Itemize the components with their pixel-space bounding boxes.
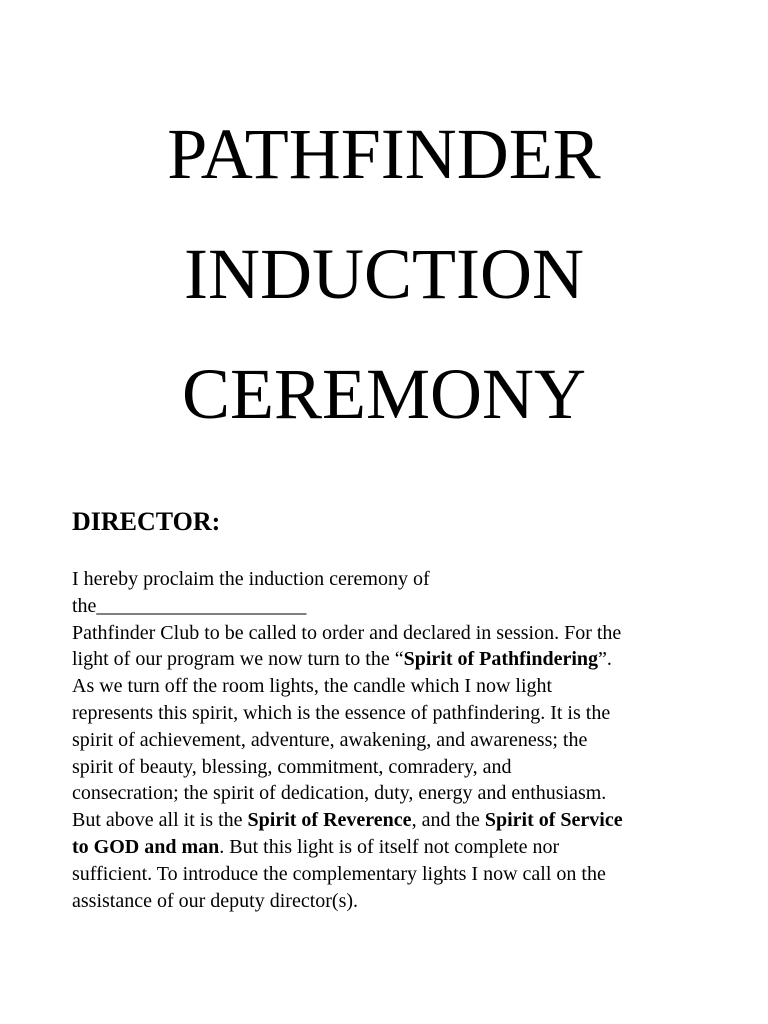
text-run: But above all it is the [72, 809, 248, 832]
paragraph-line: Pathfinder Club to be called to order and declared in session. For the [72, 621, 622, 644]
text-run: , and the [411, 809, 485, 832]
god-and-man-bold: to GOD and man [72, 835, 220, 858]
spirit-of-pathfindering-bold: Spirit of Pathfindering [403, 648, 599, 671]
paragraph-line: As we turn off the room lights, the candle which I now light [72, 675, 553, 698]
speaker-heading: DIRECTOR: [72, 507, 221, 536]
text-run: light of our program we now turn to the “ [72, 648, 404, 671]
proclamation-paragraph [72, 566, 712, 914]
title-line-1: PATHFINDER [167, 114, 601, 194]
paragraph-line [72, 834, 712, 861]
text-run: ”. [598, 648, 612, 671]
text-run: . But this light is of itself not complete nor [219, 835, 560, 858]
paragraph-line [72, 807, 712, 834]
paragraph-line: spirit of achievement, adventure, awakening, and awareness; the [72, 728, 588, 751]
spirit-of-service-bold: Spirit of Service [484, 809, 623, 832]
paragraph-line: consecration; the spirit of dedication, duty, energy and enthusiasm. [72, 782, 607, 805]
paragraph-line: represents this spirit, which is the essence of pathfindering. It is the [72, 701, 611, 724]
spirit-of-reverence-bold: Spirit of Reverence [247, 809, 412, 832]
paragraph-line: I hereby proclaim the induction ceremony of [72, 568, 430, 590]
paragraph-line: assistance of our deputy director(s). [72, 889, 359, 912]
document-title [0, 94, 768, 454]
paragraph-line: spirit of beauty, blessing, commitment, comradery, and [72, 755, 512, 778]
paragraph-line [72, 646, 712, 673]
paragraph-line-blank: the_____________________ [72, 594, 307, 617]
paragraph-line: sufficient. To introduce the complementary lights I now call on the [72, 862, 606, 885]
title-line-3: CEREMONY [181, 354, 586, 434]
title-line-2: INDUCTION [184, 234, 584, 314]
